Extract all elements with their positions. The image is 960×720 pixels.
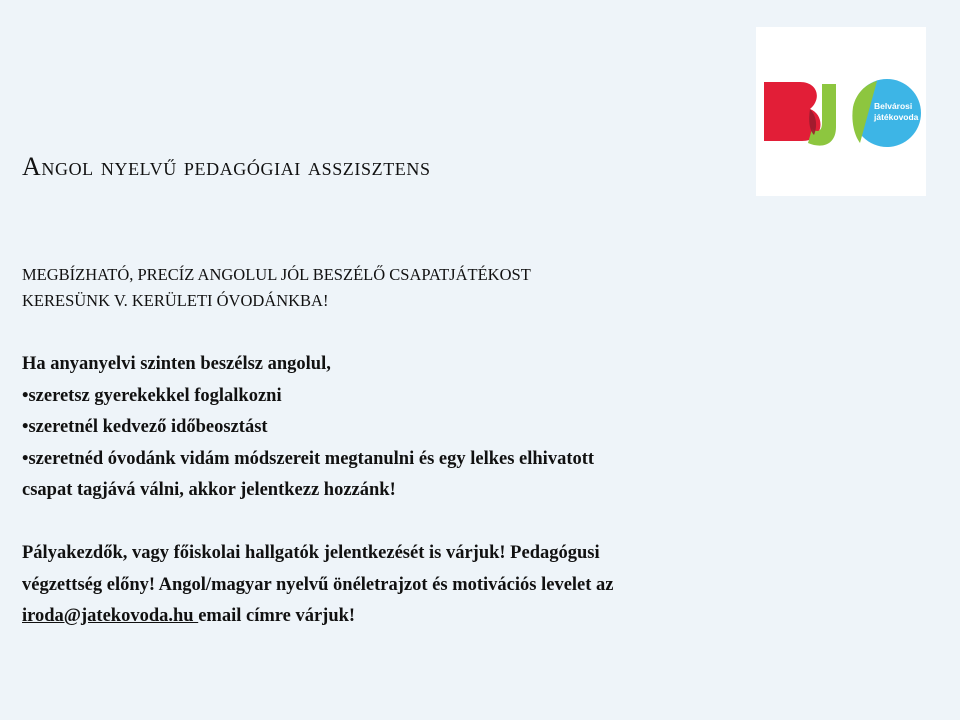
lead-line-1: MEGBÍZHATÓ, PRECÍZ ANGOLUL JÓL BESZÉLŐ CSAPATJÁTÉKOST (22, 265, 531, 284)
email-link[interactable]: iroda@jatekovoda.hu (22, 606, 199, 626)
bullet-continuation: csapat tagjává válni, akkor jelentkezz hozzánk! (22, 480, 396, 500)
belvarosi-jatekovoda-logo (756, 27, 926, 196)
page-title: Angol nyelvű pedagógiai asszisztens (22, 152, 431, 181)
closing-line-1: Pályakezdők, vagy főiskolai hallgatók jelentkezését is várjuk! Pedagógusi (22, 543, 600, 563)
closing-line-2: végzettség előny! Angol/magyar nyelvű önéletrajzot és motivációs levelet az (22, 574, 614, 595)
closing-line-3 (22, 601, 932, 633)
lead-line-2: KERESÜNK V. KERÜLETI ÓVODÁNKBA! (22, 291, 329, 310)
bullet-item: •szeretnél kedvező időbeosztást (22, 417, 268, 437)
logo-card (756, 27, 926, 196)
intro-text: Ha anyanyelvi szinten beszélsz angolul, (22, 354, 331, 374)
logo-text-line1: Belvárosi (874, 101, 913, 111)
bullet-item: •szeretsz gyerekekkel foglalkozni (22, 385, 282, 406)
bullet-item: •szeretnéd óvodánk vidám módszereit megtanulni és egy lelkes elhivatott (22, 448, 595, 469)
email-suffix: email címre várjuk! (198, 606, 356, 626)
job-description (22, 349, 932, 633)
lead-text (22, 262, 842, 314)
paragraph-spacer (22, 507, 932, 539)
logo-text-line2: játékovoda (874, 112, 919, 122)
